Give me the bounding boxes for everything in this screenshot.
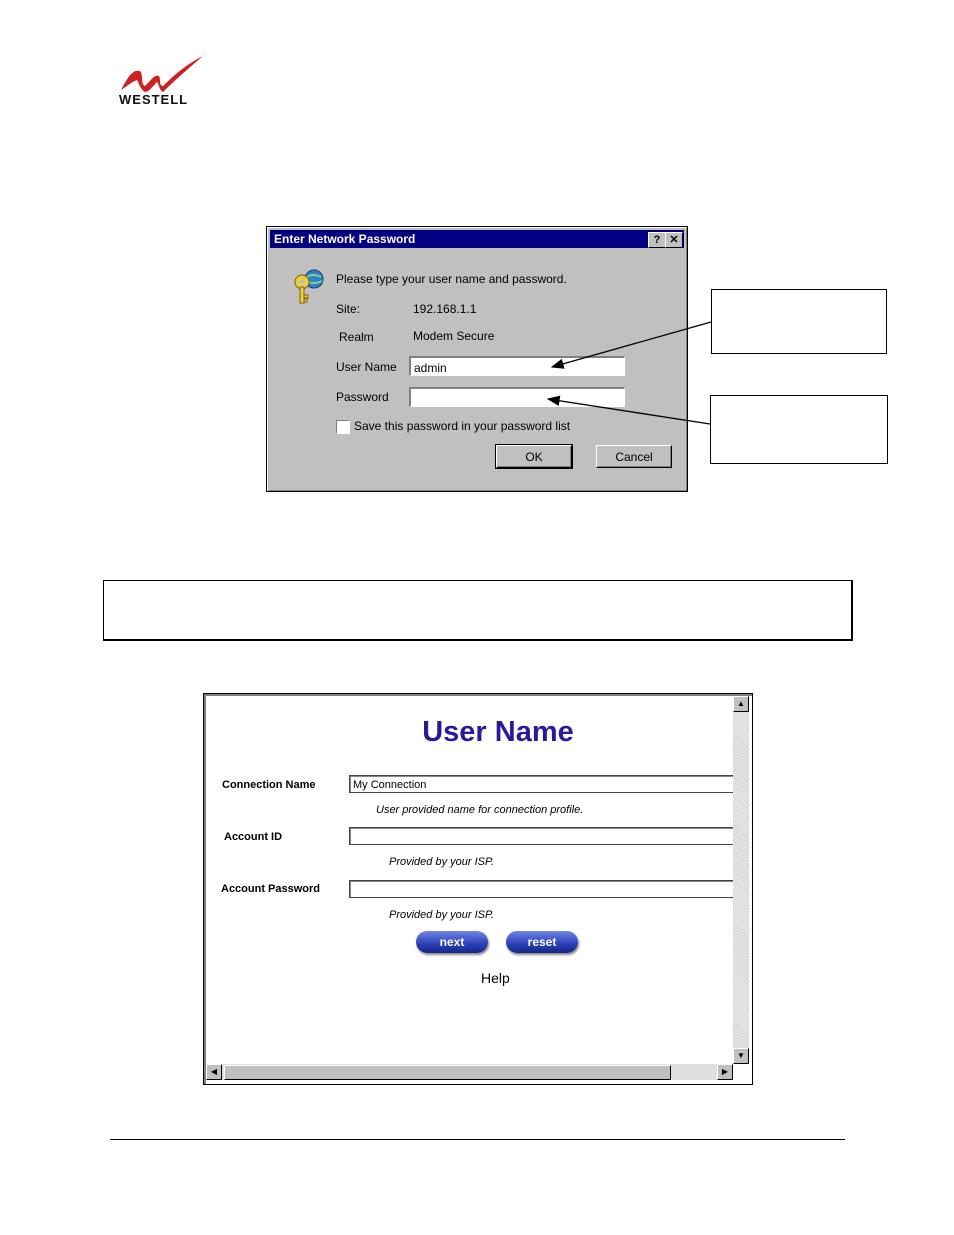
- scroll-right-button[interactable]: ▶: [717, 1064, 733, 1080]
- scroll-down-button[interactable]: ▼: [733, 1048, 749, 1064]
- realm-label: Realm: [339, 330, 374, 344]
- site-label: Site:: [336, 302, 361, 316]
- footer-rule: [110, 1139, 845, 1140]
- connection-name-input[interactable]: My Connection: [349, 775, 733, 793]
- ok-button[interactable]: OK: [496, 445, 572, 468]
- close-button[interactable]: ✕: [665, 232, 683, 248]
- account-password-label: Account Password: [221, 883, 321, 895]
- site-value: 192.168.1.1: [413, 302, 477, 316]
- help-link[interactable]: Help: [481, 970, 510, 986]
- browser-window: [203, 693, 753, 1085]
- account-id-hint: Provided by your ISP.: [389, 856, 494, 868]
- scroll-up-button[interactable]: ▲: [733, 696, 749, 712]
- username-label: User Name: [336, 360, 397, 374]
- account-password-hint: Provided by your ISP.: [389, 909, 494, 921]
- username-field[interactable]: admin: [409, 356, 625, 376]
- realm-value: Modem Secure: [413, 329, 495, 343]
- reset-button[interactable]: reset: [506, 931, 578, 953]
- connection-name-hint: User provided name for connection profile.: [376, 804, 584, 816]
- help-button[interactable]: ?: [648, 232, 666, 248]
- scroll-left-button[interactable]: ◀: [206, 1064, 222, 1080]
- next-button[interactable]: next: [416, 931, 488, 953]
- cancel-button[interactable]: Cancel: [596, 445, 672, 468]
- account-password-input[interactable]: [349, 880, 733, 898]
- dialog-title: Enter Network Password: [274, 232, 416, 246]
- page-title: User Name: [422, 716, 574, 748]
- callout-arrows: [0, 0, 954, 520]
- connection-name-label: Connection Name: [222, 779, 316, 791]
- account-id-input[interactable]: [349, 827, 733, 845]
- account-id-label: Account ID: [224, 831, 283, 843]
- horizontal-scrollbar[interactable]: [206, 1064, 733, 1080]
- vertical-scrollbar[interactable]: [733, 696, 749, 1064]
- username-arrow: [552, 322, 711, 367]
- note-box: [103, 580, 853, 641]
- horizontal-scroll-thumb[interactable]: [224, 1065, 671, 1080]
- logo-text: WESTELL: [119, 92, 189, 107]
- dialog-prompt: Please type your user name and password.: [336, 272, 567, 286]
- password-arrow: [548, 399, 710, 424]
- save-password-label: Save this password in your password list: [354, 419, 571, 433]
- password-label: Password: [336, 390, 389, 404]
